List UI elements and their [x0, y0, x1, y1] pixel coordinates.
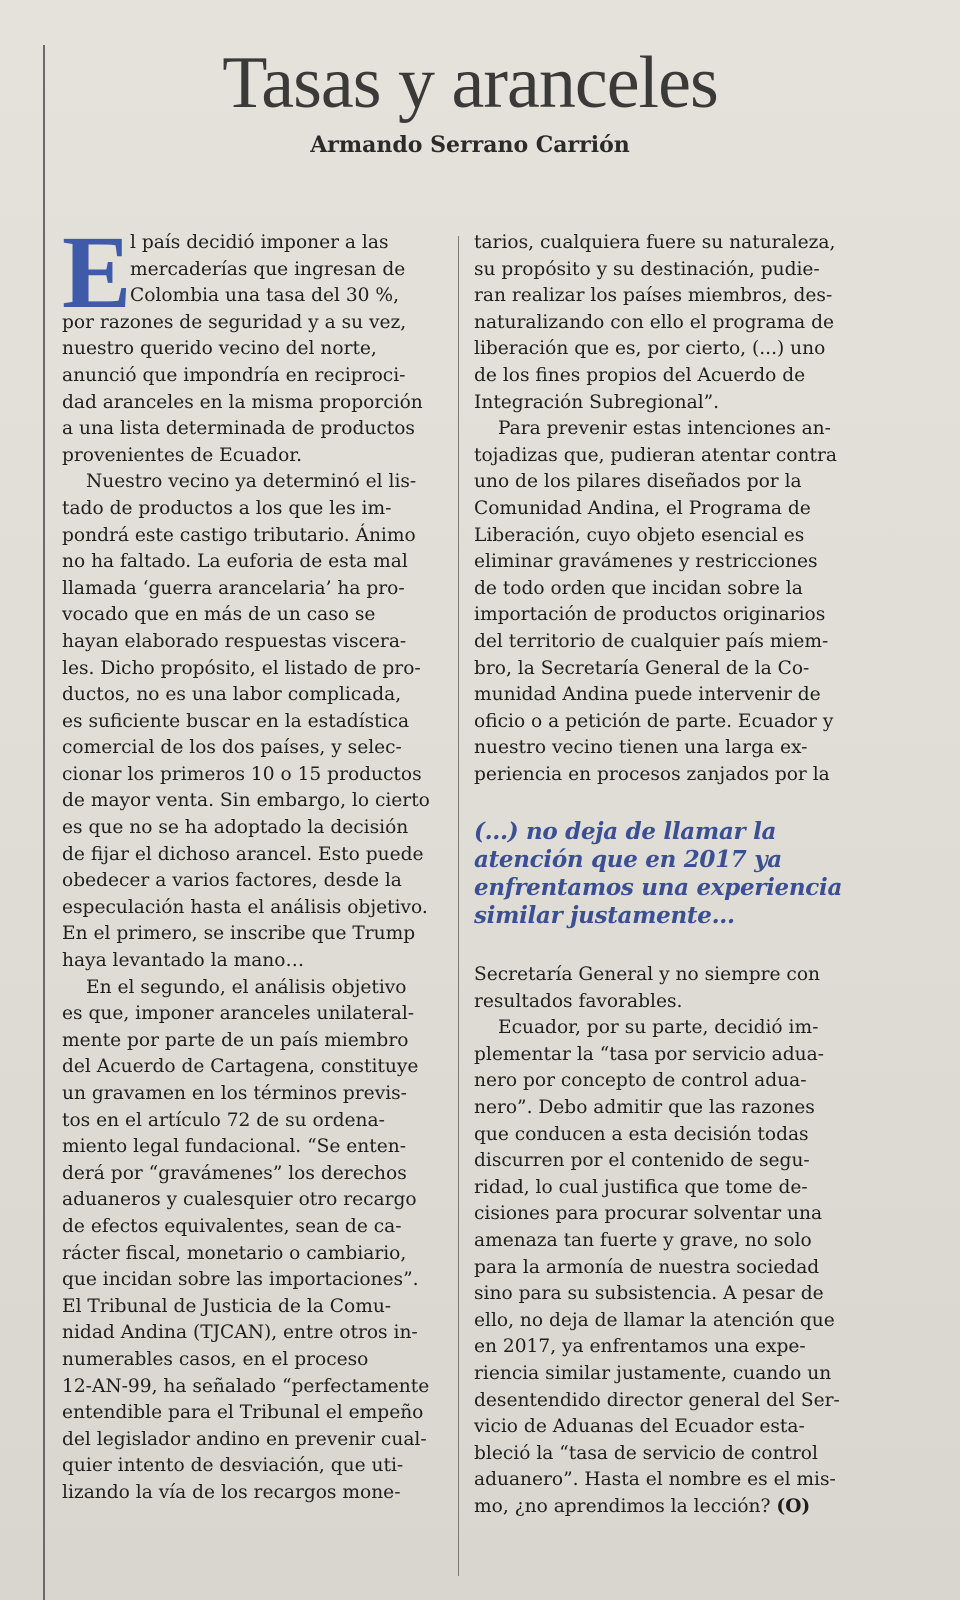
pull-quote-line: atención que en 2017 ya [474, 846, 782, 873]
text-line: miento legal fundacional. “Se enten- [62, 1136, 407, 1158]
text-line: vicio de Aduanas del Ecuador esta- [474, 1416, 805, 1438]
text-line: munidad Andina puede intervenir de [474, 684, 821, 706]
text-line: importación de productos originarios [474, 604, 826, 626]
text-line: Ecuador, por su parte, decidió im- [498, 1017, 819, 1039]
text-line: en 2017, ya enfrentamos una expe- [474, 1336, 806, 1358]
text-line [474, 1494, 894, 1521]
text-line: cionar los primeros 10 o 15 productos [62, 763, 422, 785]
text-line: tojadizas que, pudieran atentar contra [474, 444, 837, 466]
text-line: que incidan sobre las importaciones”. [62, 1269, 419, 1291]
text-line: nero”. Debo admitir que las razones [474, 1096, 815, 1118]
text-line: discurren por el contenido de segu- [474, 1150, 810, 1172]
text-line: de mayor venta. Sin embargo, lo cierto [62, 790, 430, 812]
text-line: periencia en procesos zanjados por la [474, 763, 830, 785]
text-line: Liberación, cuyo objeto esencial es [474, 524, 805, 546]
text-line: a una lista determinada de productos [62, 418, 415, 440]
text-line: por razones de seguridad y a su vez, [62, 311, 407, 333]
text-line: oficio o a petición de parte. Ecuador y [474, 710, 834, 732]
text-line: tos en el artículo 72 de su ordena- [62, 1109, 385, 1131]
text-line: nero por concepto de control adua- [474, 1070, 807, 1092]
text-line: del territorio de cualquier país miem- [474, 630, 829, 652]
text-line: hayan elaborado respuestas viscera- [62, 630, 407, 652]
text-line: comercial de los dos países, y selec- [62, 737, 402, 759]
text-line: resultados favorables. [474, 990, 683, 1012]
text-line: naturalizando con ello el programa de [474, 311, 834, 333]
text-line: llamada ‘guerra arancelaria’ ha pro- [62, 577, 405, 599]
text-line: obedecer a varios factores, desde la [62, 870, 402, 892]
text-line: Integración Subregional”. [474, 391, 720, 413]
text-line: no ha faltado. La euforia de esta mal [62, 551, 408, 573]
text-line: mercaderías que ingresan de [130, 258, 406, 280]
text-line: ridad, lo cual justifica que tome de- [474, 1176, 808, 1198]
text-line: nidad Andina (TJCAN), entre otros in- [62, 1322, 418, 1344]
text-line: de efectos equivalentes, sean de ca- [62, 1215, 402, 1237]
text-line: nuestro vecino tienen una larga ex- [474, 737, 808, 759]
text-line: de fijar el dichoso arancel. Esto puede [62, 843, 424, 865]
text-line: dad aranceles en la misma proporción [62, 391, 423, 413]
text-line: desentendido director general del Ser- [474, 1389, 840, 1411]
text-line: del legislador andino en prevenir cual- [62, 1428, 427, 1450]
text-line: de los fines propios del Acuerdo de [474, 364, 806, 386]
text-line: plementar la “tasa por servicio adua- [474, 1043, 824, 1065]
text-line: es suficiente buscar en la estadística [62, 710, 410, 732]
text-line: En el primero, se inscribe que Trump [62, 923, 416, 945]
text-line: bro, la Secretaría General de la Co- [474, 657, 810, 679]
text-line: un gravamen en los términos previs- [62, 1083, 407, 1104]
text-line: Colombia una tasa del 30 %, [130, 285, 399, 307]
text-line: que conducen a esta decisión todas [474, 1123, 809, 1145]
text-line: pondrá este castigo tributario. Ánimo [62, 524, 416, 546]
pull-quote-line: enfrentamos una experiencia [474, 874, 843, 901]
text-line: eliminar gravámenes y restricciones [474, 551, 818, 573]
right-column-top [474, 230, 894, 788]
text-line: El Tribunal de Justicia de la Comu- [62, 1295, 392, 1317]
text-line: rácter fiscal, monetario o cambiario, [62, 1242, 407, 1264]
last-line-text: mo, ¿no aprendimos la lección? [474, 1495, 771, 1517]
text-line: sino para su subsistencia. A pesar de [474, 1283, 824, 1305]
text-line: aduanero”. Hasta el nombre es el mis- [474, 1469, 836, 1491]
text-line: Comunidad Andina, el Programa de [474, 497, 811, 519]
left-column [62, 215, 454, 1507]
text-line: ran realizar los países miembros, des- [474, 285, 833, 307]
text-line: Secretaría General y no siempre con [474, 964, 821, 985]
text-line: ello, no deja de llamar la atención que [474, 1309, 835, 1331]
column-divider [458, 236, 459, 1576]
text-line: les. Dicho propósito, el listado de pro- [62, 657, 421, 679]
text-line: quier intento de desviación, que uti- [62, 1455, 404, 1477]
text-line: haya levantado la mano… [62, 950, 305, 972]
text-line: para la armonía de nuestra sociedad [474, 1256, 820, 1278]
text-line: En el segundo, el análisis objetivo [86, 976, 407, 998]
pull-quote-line: (...) no deja de llamar la [474, 818, 777, 845]
text-line: su propósito y su destinación, pudie- [474, 258, 820, 280]
pull-quote-line: similar justamente... [474, 902, 735, 929]
text-line: numerables casos, en el proceso [62, 1348, 369, 1370]
right-column-bottom [474, 962, 894, 1520]
pull-quote [474, 818, 894, 930]
drop-cap: E [62, 215, 132, 330]
text-line: lizando la vía de los recargos mone- [62, 1481, 401, 1503]
text-line: uno de los pilares diseñados por la [474, 471, 802, 493]
article-title: Tasas y aranceles [222, 42, 718, 124]
text-line: amenaza tan fuerte y grave, no solo [474, 1229, 812, 1251]
text-line: mente por parte de un país miembro [62, 1029, 409, 1051]
text-line: tarios, cualquiera fuere su naturaleza, [474, 232, 836, 253]
text-line: del Acuerdo de Cartagena, constituye [62, 1056, 419, 1078]
text-line: Para prevenir estas intenciones an- [498, 418, 831, 440]
text-line: tado de productos a los que les im- [62, 497, 392, 519]
text-line: riencia similar justamente, cuando un [474, 1362, 832, 1384]
text-line: 12-AN-99, ha señalado “perfectamente [62, 1375, 430, 1397]
text-line: ductos, no es una labor complicada, [62, 684, 402, 706]
text-line: nuestro querido vecino del norte, [62, 338, 377, 360]
text-line: especulación hasta el análisis objetivo. [62, 896, 428, 918]
text-line: Nuestro vecino ya determinó el lis- [86, 471, 417, 493]
text-line: derá por “gravámenes” los derechos [62, 1162, 407, 1184]
text-line: aduaneros y cualesquier otro recargo [62, 1189, 417, 1211]
text-line: entendible para el Tribunal el empeño [62, 1402, 424, 1424]
text-line: es que, imponer aranceles unilateral- [62, 1003, 415, 1025]
text-line: anunció que impondría en reciproci- [62, 364, 406, 386]
text-line: bleció la “tasa de servicio de control [474, 1442, 818, 1464]
text-line: es que no se ha adoptado la decisión [62, 817, 409, 839]
text-line: cisiones para procurar solventar una [474, 1203, 823, 1225]
text-line: vocado que en más de un caso se [62, 604, 376, 626]
text-line: liberación que es, por cierto, (...) uno [474, 338, 826, 360]
end-mark: (O) [776, 1495, 811, 1517]
page-edge-rule [43, 45, 45, 1600]
text-line: provenientes de Ecuador. [62, 444, 303, 466]
text-line: l país decidió imponer a las [130, 232, 389, 253]
article-author: Armando Serrano Carrión [310, 132, 630, 158]
text-line: de todo orden que incidan sobre la [474, 577, 803, 599]
